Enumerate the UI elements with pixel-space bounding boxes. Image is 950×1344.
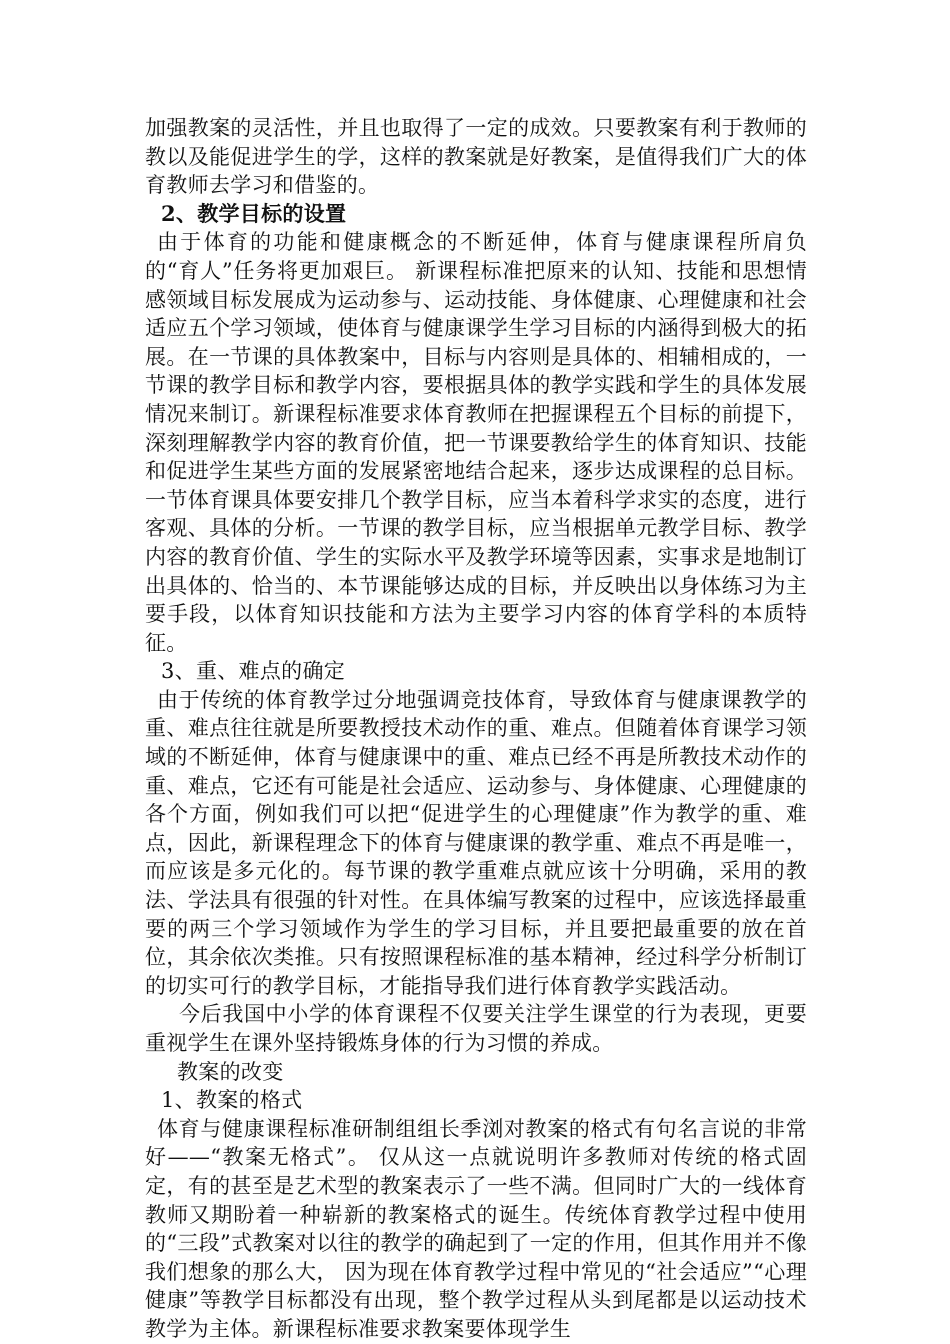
paragraph-teaching-objectives: 由于体育的功能和健康概念的不断延伸，体育与健康课程所肩负的“育人”任务将更加艰巨。 新课程标准把原来的认知、技能和思想情感领域目标发展成为运动参与、运动技能、身体健康、心理健康和社会适应五个学习领域，使体育与健康课学生学习目标的内涵得到极大的拓展。在一节课的具体教案中，目标与内容则是具体的、相辅相成的，一节课的教学目标和教学内容，要根据具体的教学实践和学生的具体发展情况来制订。新课程标准要求体育教师在把握课程五个目标的前提下，深刻理解教学内容的教育价值，把一节课要教给学生的体育知识、技能和促进学生某些方面的发展紧密地结合起来，逐步达成课程的总目标。一节体育课具体要安排几个教学目标，应当本着科学求实的态度，进行客观、具体的分析。一节课的教学目标，应当根据单元教学目标、教学内容的教育价值、学生的实际水平及教学环境等因素，实事求是地制订出具体的、恰当的、本节课能够达成的目标，并反映出以身体练习为主要手段，以体育知识技能和方法为主要学习内容的体育学科的本质特征。 xyxy=(145,230,807,655)
heading-teaching-objectives: 2、教学目标的设置 xyxy=(161,200,347,226)
paragraph-extracurricular-habits: 今后我国中小学的体育课程不仅要关注学生课堂的行为表现，更要重视学生在课外坚持锻炼身体的行为习惯的养成。 xyxy=(145,1002,807,1055)
heading-lesson-plan-format: 1、教案的格式 xyxy=(161,1088,303,1113)
paragraph-lesson-plan-format: 体育与健康课程标准研制组组长季浏对教案的格式有句名言说的非常好——“教案无格式”。 仅从这一点就说明许多教师对传统的格式固定，有的甚至是艺术型的教案表示了一些不满。但同时广大的一线体育教师又期盼着一种崭新的教案格式的诞生。传统体育教学过程中使用的“三段”式教案对以往的教学的确起到了一定的作用，但其作用并不像我们想象的那么大， 因为现在体育教学过程中常见的“社会适应”“心理健康”等教学目标都没有出现，整个教学过程从头到尾都是以运动技术教学为主体。新课程标准要求教案要体现学生 xyxy=(145,1116,807,1341)
paragraph-lesson-plan-flexibility: 加强教案的灵活性，并且也取得了一定的成效。只要教案有利于教师的教以及能促进学生的学，这样的教案就是好教案，是值得我们广大的体育教师去学习和借鉴的。 xyxy=(145,116,807,198)
paragraph-key-difficult-points: 由于传统的体育教学过分地强调竞技体育，导致体育与健康课教学的重、难点往往就是所要教授技术动作的重、难点。但随着体育课学习领域的不断延伸，体育与健康课中的重、难点已经不再是所教技术动作的重、难点，它还有可能是社会适应、运动参与、身体健康、心理健康的各个方面，例如我们可以把“促进学生的心理健康”作为教学的重、难点，因此，新课程理念下的体育与健康课的教学重、难点不再是唯一，而应该是多元化的。每节课的教学重难点就应该十分明确，采用的教法、学法具有很强的针对性。在具体编写教案的过程中，应该选择最重要的两三个学习领域作为学生的学习目标，并且要把最重要的放在首位，其余依次类推。只有按照课程标准的基本精神，经过科学分析制订的切实可行的教学目标，才能指导我们进行体育教学实践活动。 xyxy=(145,687,807,998)
heading-key-difficult-points: 3、重、难点的确定 xyxy=(161,659,346,684)
heading-lesson-plan-changes: 教案的改变 xyxy=(177,1059,284,1084)
document-page xyxy=(145,114,807,1344)
